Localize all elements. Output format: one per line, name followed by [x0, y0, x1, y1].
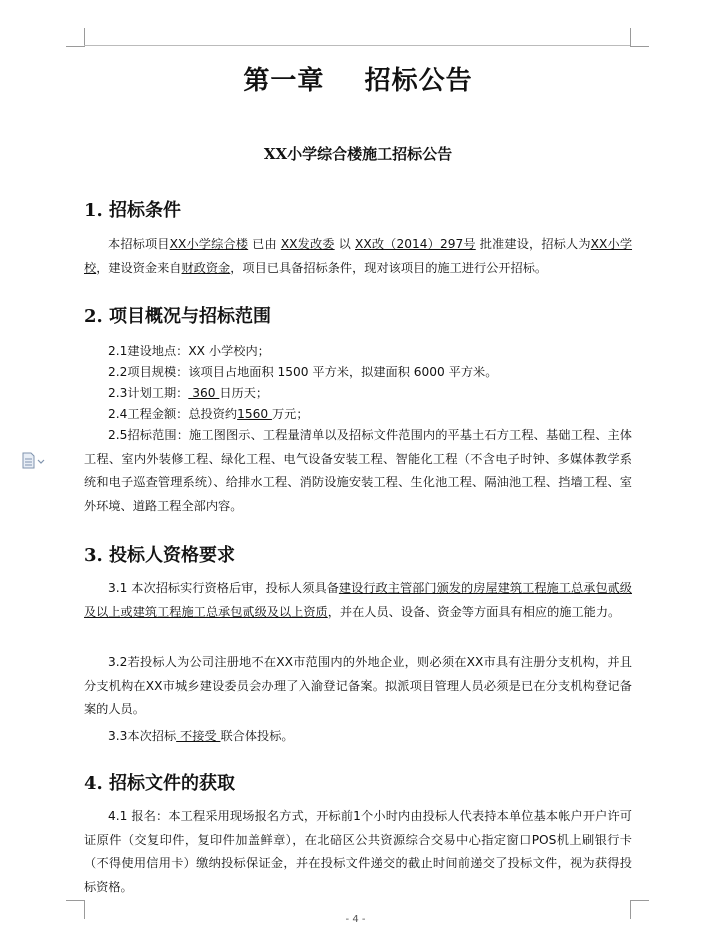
underlined-text: 财政资金 — [181, 260, 231, 275]
text-run: 联合体投标。 — [220, 729, 294, 743]
section-2-scope-paragraph — [84, 424, 632, 518]
text-run: 万元； — [271, 407, 309, 421]
text-run: 以 — [334, 237, 355, 251]
text-run: 3.2若投标人为公司注册地不在XX市范围内的外地企业，则必须在XX市具有注册分支机构，并且分支机构在XX市城乡建设委员会办理了入渝登记备案。拟派项目管理人员必须是已在分支机构登记备案的人员。 — [84, 655, 632, 716]
text-run: 3.1 本次招标实行资格后审，投标人须具备 — [108, 581, 339, 595]
document-title: XX小学综合楼施工招标公告 — [263, 145, 453, 163]
section-2-item-3 — [108, 383, 268, 403]
text-run: 2.1建设地点：XX 小学校内； — [108, 344, 270, 358]
document-icon[interactable] — [20, 452, 46, 470]
section-1-paragraph — [84, 233, 632, 280]
chapter-title: 第一章 招标公告 — [243, 66, 473, 96]
text-run: 2.5招标范围：施工图图示、工程量清单以及招标文件范围内的平基土石方工程、基础工程、主体工程、室内外装修工程、绿化工程、电气设备安装工程、智能化工程（不含电子时钟、多媒体教学系统和电子巡查管理系统）、给排水工程、消防设施安装工程、生化池工程、隔油池工程、挡墙工程、室外环境、道路工程全部内容。 — [84, 428, 632, 513]
section-2-item-1 — [108, 341, 270, 361]
section-heading-4: 4. 招标文件的获取 — [84, 773, 236, 794]
text-run: 日历天； — [219, 386, 269, 400]
text-run: ，项目已具备招标条件，现对该项目的施工进行公开招标。 — [230, 260, 548, 275]
section-2-item-4 — [108, 404, 309, 424]
text-run: 批准建设，招标人为 — [475, 237, 591, 251]
underlined-text: 360 — [188, 386, 220, 400]
section-2-item-2 — [108, 362, 497, 382]
section-3-paragraph-1 — [84, 577, 632, 624]
underlined-text: XX小学校 — [84, 237, 633, 275]
crop-mark-top-right — [630, 28, 649, 47]
text-run: 4.1 报名：本工程采用现场报名方式，开标前1个小时内由投标人代表持本单位基本帐户开户许可证原件（交复印件，复印件加盖鲜章），在北碚区公共资源综合交易中心指定窗口POS机上刷银行卡（不得使用信用卡）缴纳投标保证金，并在投标文件递交的截止时间前递交了投标文件，视为获得投标资格。 — [84, 809, 632, 894]
section-heading-3: 3. 投标人资格要求 — [84, 545, 236, 566]
text-run: 2.4工程金额：总投资约 — [108, 407, 238, 421]
underlined-text: XX改（2014）297号 — [355, 237, 476, 251]
text-run: 已由 — [248, 237, 281, 251]
underlined-text: 建设行政主管部门颁发的房屋建筑工程施工总承包贰级及以上或建筑工程施工总承包贰级及以上资质 — [84, 581, 632, 619]
underlined-text: XX小学综合楼 — [169, 237, 249, 251]
section-3-paragraph-3 — [84, 725, 632, 749]
crop-mark-top-left — [66, 28, 85, 47]
section-4-paragraph-1 — [84, 805, 632, 899]
text-run: 3.3本次招标 — [108, 729, 177, 743]
section-heading-1: 1. 招标条件 — [84, 200, 182, 221]
text-run: 本招标项目 — [108, 237, 170, 251]
section-3-paragraph-2 — [84, 651, 632, 722]
page-number: - 4 - — [345, 914, 366, 925]
text-run: 2.3计划工期： — [108, 386, 189, 400]
text-run: ，并在人员、设备、资金等方面具有相应的施工能力。 — [327, 604, 621, 619]
header-rule — [84, 45, 630, 46]
text-run: 2.2项目规模：该项目占地面积 1500 平方米，拟建面积 6000 平方米。 — [108, 365, 498, 379]
section-heading-2: 2. 项目概况与招标范围 — [84, 306, 272, 327]
underlined-text: 不接受 — [176, 729, 221, 743]
text-run: ，建设资金来自 — [96, 260, 182, 275]
underlined-text: 1560 — [237, 407, 272, 421]
underlined-text: XX发改委 — [280, 237, 335, 251]
